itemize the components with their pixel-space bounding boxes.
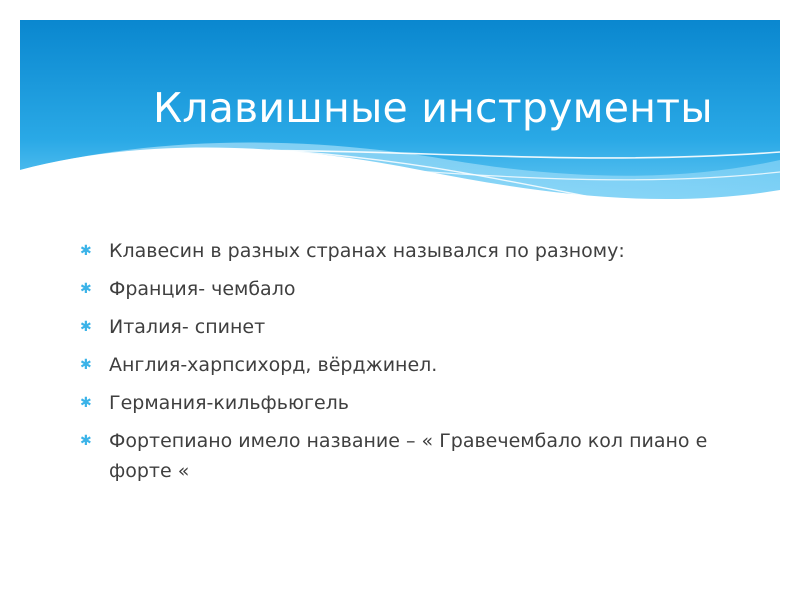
- asterisk-icon: ✱: [80, 357, 92, 373]
- bullet-item: [78, 236, 738, 266]
- bullet-item: [78, 426, 738, 486]
- bullet-item: [78, 388, 738, 418]
- bullet-item: [78, 274, 738, 304]
- bullet-item: [78, 312, 738, 342]
- slide-title: Клавишные инструменты: [153, 84, 713, 132]
- asterisk-icon: ✱: [80, 319, 92, 335]
- bullet-text: Англия-харпсихорд, вёрджинел.: [109, 354, 438, 376]
- bullet-text: Клавесин в разных странах назывался по разному:: [109, 240, 625, 262]
- title-banner: [20, 20, 780, 220]
- bullet-text: Франция- чембало: [109, 278, 296, 300]
- bullet-text: Италия- спинет: [109, 316, 266, 338]
- bullet-list: [78, 236, 738, 494]
- bullet-text: Германия-кильфьюгель: [109, 392, 349, 414]
- asterisk-icon: ✱: [80, 243, 92, 259]
- bullet-text: Фортепиано имело название – « Гравечембало кол пиано е форте «: [109, 430, 708, 482]
- asterisk-icon: ✱: [80, 281, 92, 297]
- bullet-item: [78, 350, 738, 380]
- asterisk-icon: ✱: [80, 395, 92, 411]
- asterisk-icon: ✱: [80, 433, 92, 449]
